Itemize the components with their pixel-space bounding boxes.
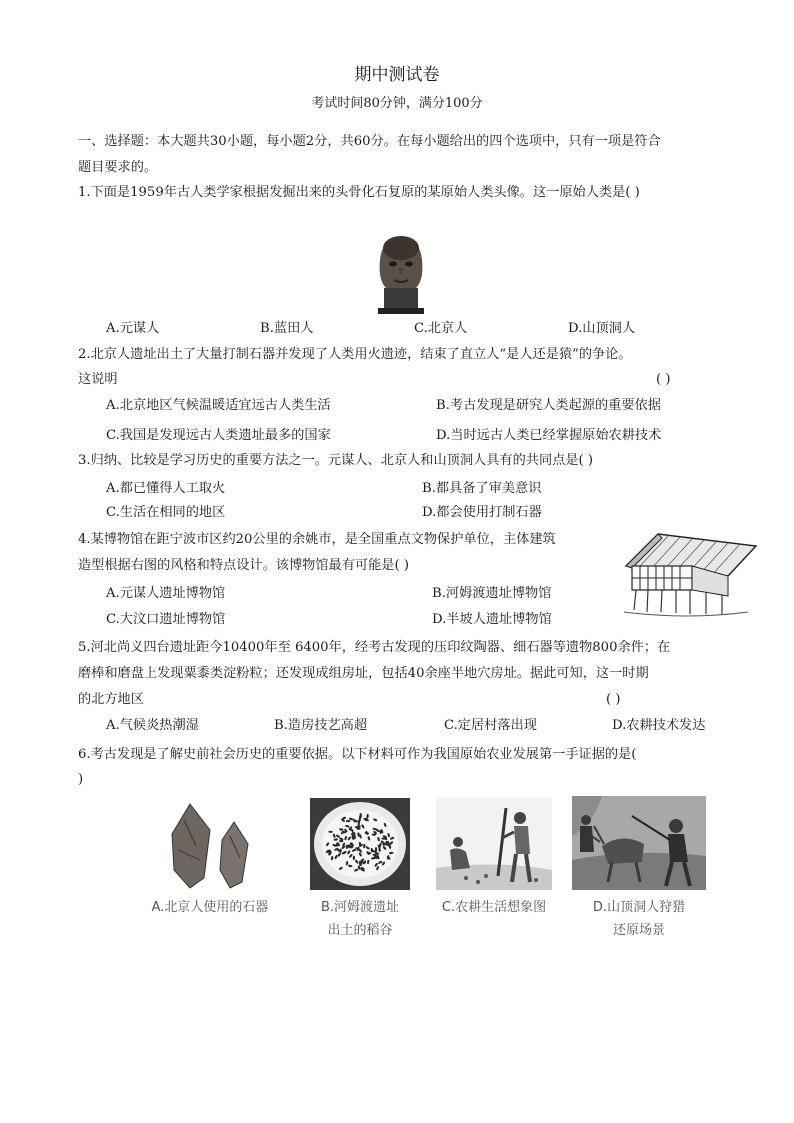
q4-option-a: A.元谋人遗址博物馆 [106,586,226,601]
q1-stem: 1.下面是1959年古人类学家根据发掘出来的头骨化石复原的某原始人类头像。这一原始人类是( ) [78,185,640,200]
q2-option-b: B.考古发现是研究人类起源的重要依据 [436,398,661,413]
q6-image-d-hunting-scene [572,796,706,890]
q1-option-b: B.蓝田人 [260,321,314,336]
q5-option-c: C.定居村落出现 [444,718,537,733]
q4-option-d: D.半坡人遗址博物馆 [432,612,552,627]
q3-option-d: D.都会使用打制石器 [422,505,542,520]
q5-option-b: B.造房技艺高超 [274,718,368,733]
q6-stem-line1: 6.考古发现是了解史前社会历史的重要依据。以下材料可作为我国原始农业发展第一手证据的是( [78,747,637,762]
q6-image-a-stone-tools [160,800,260,890]
q3-option-c: C.生活在相同的地区 [106,505,226,520]
q3-stem: 3.归纳、比较是学习历史的重要方法之一。元谋人、北京人和山顶洞人具有的共同点是( ) [78,453,593,468]
q1-option-d: D.山顶洞人 [568,321,636,336]
q3-option-a: A.都已懂得人工取火 [106,481,226,496]
q1-option-a: A.元谋人 [106,321,160,336]
q3-option-b: B.都具备了审美意识 [422,481,542,496]
page-subtitle: 考试时间80分钟，满分100分 [311,96,483,111]
q6-caption-b-line1: B.河姆渡遗址 [320,900,400,915]
q1-skull-bust-image [368,230,434,316]
q6-caption-b-line2: 出土的稻谷 [327,923,393,938]
q4-stilt-house-image [618,528,760,618]
q6-stem-line2: ) [78,772,84,787]
q2-answer-paren: ( ) [656,372,671,387]
q6-image-c-farming-scene [436,798,552,890]
q2-option-c: C.我国是发现远古人类遗址最多的国家 [106,428,331,443]
q5-option-a: A.气候炎热潮湿 [106,718,199,733]
q5-answer-paren: ( ) [606,692,621,707]
q5-stem-line2: 磨棒和磨盘上发现粟黍类淀粉粒；还发现成组房址，包括40余座半地穴房址。据此可知，这一时期 [78,666,649,681]
q2-option-d: D.当时远古人类已经掌握原始农耕技术 [436,428,662,443]
q5-stem-line3: 的北方地区 [78,692,144,707]
page-title: 期中测试卷 [354,65,440,85]
q5-stem-line1: 5.河北尚义四台遗址距今10400年至 6400年，经考古发现的压印纹陶器、细石器等遗物800余件；在 [78,640,671,655]
q2-stem-line2: 这说明 [78,372,118,387]
q2-option-a: A.北京地区气候温暖适宜远古人类生活 [106,398,331,413]
q4-option-b: B.河姆渡遗址博物馆 [432,586,552,601]
q1-option-c: C.北京人 [414,321,468,336]
q4-stem-line2: 造型根据右图的风格和特点设计。该博物馆最有可能是( ) [78,558,409,573]
q6-caption-a: A.北京人使用的石器 [151,900,269,915]
section-instructions-line2: 题目要求的。 [78,160,158,175]
q6-image-b-rice-dish [310,798,410,890]
q6-caption-d-line1: D.山顶洞人狩猎 [592,900,686,915]
q4-option-c: C.大汶口遗址博物馆 [106,612,226,627]
section-instructions-line1: 一、选择题：本大题共30小题，每小题2分，共60分。在每小题给出的四个选项中，只有一项是符合 [78,134,661,149]
q6-caption-c: C.农耕生活想象图 [441,900,547,915]
q2-stem-line1: 2.北京人遗址出土了大量打制石器并发现了人类用火遗迹，结束了直立人“是人还是猿”的争论。 [78,347,632,362]
q4-stem-line1: 4.某博物馆在距宁波市区约20公里的余姚市，是全国重点文物保护单位，主体建筑 [78,532,556,547]
q5-option-d: D.农耕技术发达 [612,718,706,733]
q6-caption-d-line2: 还原场景 [612,923,665,938]
